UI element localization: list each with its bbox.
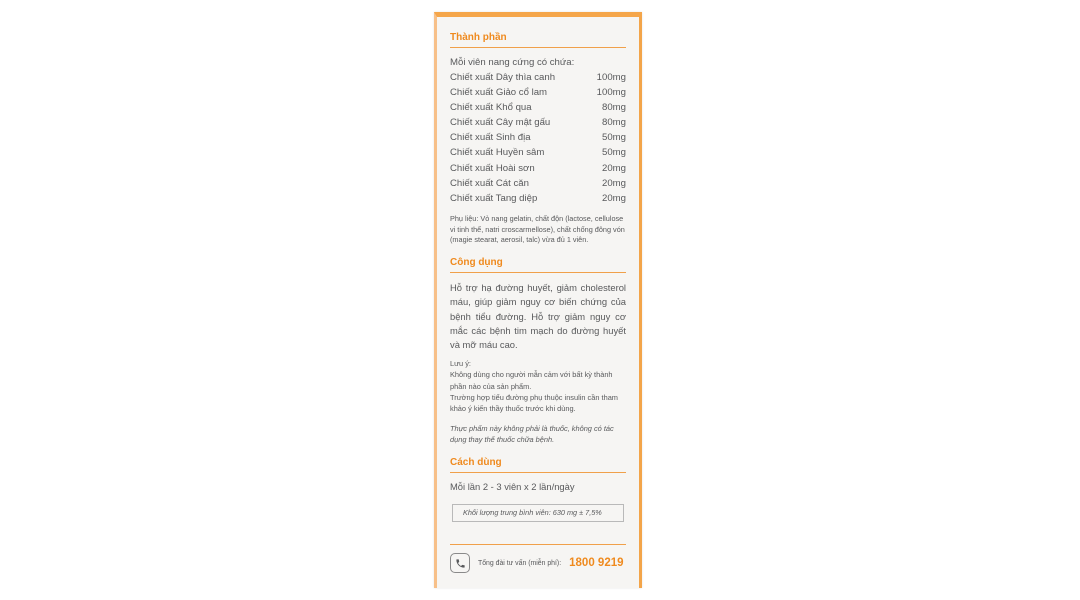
list-item [450, 100, 626, 115]
phone-icon [450, 553, 470, 573]
note-text: Trường hợp tiểu đường phụ thuộc insulin cần tham khảo ý kiến thầy thuốc trước khi dùng. [450, 392, 618, 414]
ingredient-amount: 20mg [602, 162, 626, 174]
uses-body: Hỗ trợ hạ đường huyết, giảm cholesterol máu, giúp giảm nguy cơ biến chứng của bệnh tiểu đường. Hỗ trợ giảm nguy cơ mắc các bệnh tim mạch do đường huyết và mỡ máu cao. [450, 282, 626, 351]
ingredient-amount: 50mg [602, 147, 626, 159]
ingredient-name: Chiết xuất Cát căn [450, 177, 529, 189]
disclaimer-text: Thực phẩm này không phải là thuốc, không có tác dụng thay thế thuốc chữa bệnh. [450, 424, 614, 445]
list-item [450, 161, 626, 176]
directions-title: Cách dùng [450, 456, 626, 473]
list-item [450, 85, 626, 100]
ingredient-name: Chiết xuất Khổ qua [450, 102, 532, 114]
average-weight-box: Khối lượng trung bình viên: 630 mg ± 7,5% [452, 504, 624, 522]
ingredient-amount: 100mg [596, 72, 626, 83]
hotline-footer [450, 553, 626, 573]
dose-text: Mỗi lần 2 - 3 viên x 2 lần/ngày [450, 480, 575, 492]
ingredients-intro: Mỗi viên nang cứng có chứa: [450, 57, 575, 68]
divider [450, 544, 626, 545]
uses-title: Công dụng [450, 256, 626, 273]
ingredient-amount: 20mg [602, 192, 626, 204]
ingredient-amount: 80mg [602, 117, 626, 129]
ingredient-name: Chiết xuất Huyền sâm [450, 147, 545, 159]
list-item [450, 191, 626, 206]
ingredient-amount: 80mg [602, 102, 626, 114]
ingredient-name: Chiết xuất Dây thìa canh [450, 72, 556, 83]
ingredients-list [450, 70, 626, 206]
note-text: Không dùng cho người mẫn cảm với bất kỳ thành phần nào của sản phẩm. [450, 370, 613, 391]
excipients-text: Phụ liệu: Vỏ nang gelatin, chất độn (lactose, cellulose vi tinh thể, natri croscarmellose), chất chống đông vón (magie stearat, aerosil, talc) vừa đủ 1 viên. [450, 213, 625, 245]
list-item [450, 70, 626, 85]
product-box-side-panel [434, 12, 642, 588]
hotline-number: 1800 9219 [569, 557, 624, 569]
ingredients-title: Thành phần [450, 31, 626, 48]
ingredient-name: Chiết xuất Tang diệp [450, 192, 538, 204]
ingredient-name: Chiết xuất Sinh địa [450, 132, 531, 144]
ingredient-name: Chiết xuất Cây mật gấu [450, 117, 551, 129]
hotline-label: Tổng đài tư vấn (miễn phí): [478, 559, 562, 567]
list-item [450, 145, 626, 160]
ingredient-amount: 100mg [596, 87, 626, 99]
list-item [450, 115, 626, 130]
list-item [450, 176, 626, 191]
list-item [450, 130, 626, 145]
ingredient-amount: 50mg [602, 132, 626, 144]
ingredient-amount: 20mg [602, 177, 626, 189]
notes-block [450, 358, 626, 414]
label-content [450, 31, 626, 522]
notes-label: Lưu ý: [450, 359, 471, 369]
ingredient-name: Chiết xuất Hoài sơn [450, 162, 535, 174]
ingredient-name: Chiết xuất Giảo cổ lam [450, 87, 548, 99]
